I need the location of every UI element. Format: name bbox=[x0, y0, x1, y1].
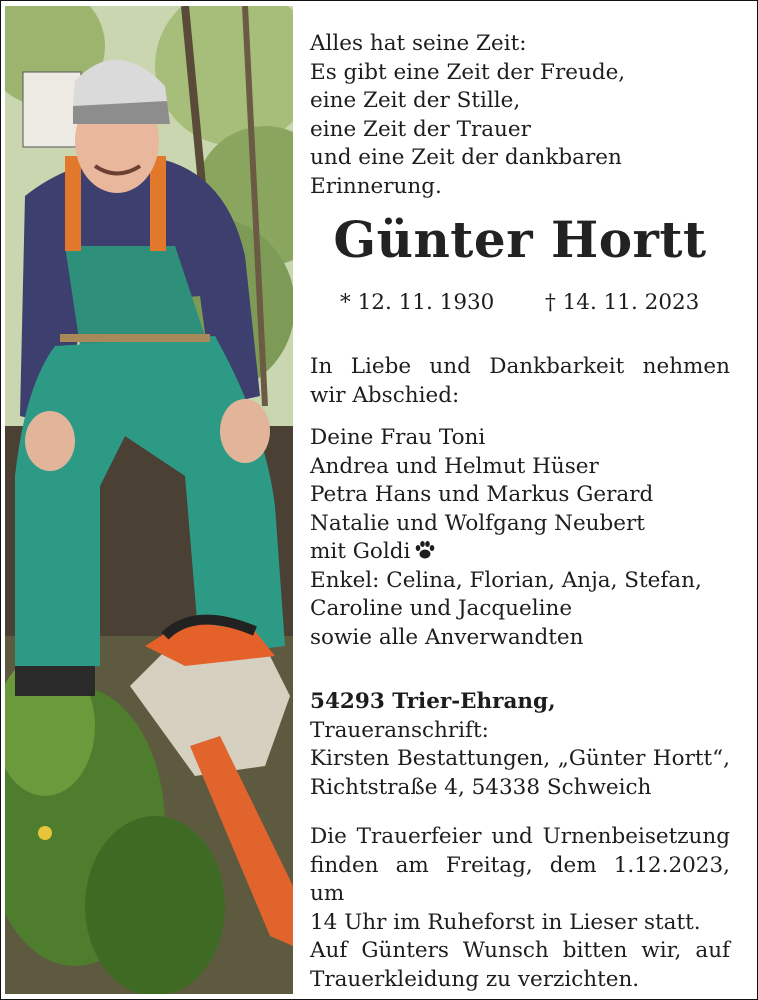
poem-line: Alles hat seine Zeit: bbox=[310, 31, 527, 56]
ceremony-line: 14 Uhr im Ruheforst in Lieser statt. bbox=[310, 909, 701, 935]
mourner-line: Caroline und Jacqueline bbox=[310, 596, 573, 621]
mourner-line: sowie alle Anverwandten bbox=[310, 624, 584, 650]
mourner-line bbox=[310, 538, 730, 567]
photo-illustration bbox=[5, 6, 293, 994]
farewell-text bbox=[310, 353, 730, 410]
poem-line: eine Zeit der Trauer bbox=[310, 116, 531, 142]
address-label: Traueranschrift: bbox=[310, 717, 489, 743]
ceremony-line: Trauerkleidung zu verzichten. bbox=[310, 966, 640, 992]
poem bbox=[310, 30, 730, 201]
mourner-line: Deine Frau Toni bbox=[310, 425, 486, 450]
address-place: 54293 Trier-Ehrang, bbox=[310, 689, 556, 714]
address-line: Kirsten Bestattungen, „Günter Hortt“, bbox=[310, 746, 730, 771]
poem-line: eine Zeit der Stille, bbox=[310, 88, 521, 113]
mourners-list bbox=[310, 424, 730, 652]
poem-line: und eine Zeit der dankbaren bbox=[310, 145, 622, 170]
ceremony-line: Die Trauerfeier und Urnenbeisetzung bbox=[310, 824, 730, 849]
poem-line: Es gibt eine Zeit der Freude, bbox=[310, 59, 626, 85]
mourner-text: mit Goldi bbox=[310, 539, 411, 564]
address-block bbox=[310, 688, 730, 802]
deceased-name: Günter Hortt bbox=[333, 210, 707, 269]
mourner-line: Andrea und Helmut Hüser bbox=[310, 453, 599, 479]
mourner-line: Petra Hans und Markus Gerard bbox=[310, 482, 654, 507]
poem-line: Erinnerung. bbox=[310, 173, 442, 199]
ceremony-line: finden am Freitag, dem 1.12.2023, um bbox=[310, 852, 730, 906]
ceremony-line: Auf Günters Wunsch bitten wir, auf bbox=[310, 938, 730, 963]
paw-icon bbox=[414, 539, 436, 561]
farewell-line: wir Abschied: bbox=[310, 382, 460, 408]
ceremony-text bbox=[310, 823, 730, 994]
portrait-photo bbox=[5, 6, 293, 994]
mourner-line: Enkel: Celina, Florian, Anja, Stefan, bbox=[310, 567, 702, 593]
mourner-line: Natalie und Wolfgang Neubert bbox=[310, 510, 645, 536]
death-date: † 14. 11. 2023 bbox=[545, 290, 700, 315]
address-line: Richtstraße 4, 54338 Schweich bbox=[310, 774, 652, 800]
farewell-line: In Liebe und Dankbarkeit nehmen bbox=[310, 354, 730, 379]
birth-date: * 12. 11. 1930 bbox=[340, 290, 495, 315]
